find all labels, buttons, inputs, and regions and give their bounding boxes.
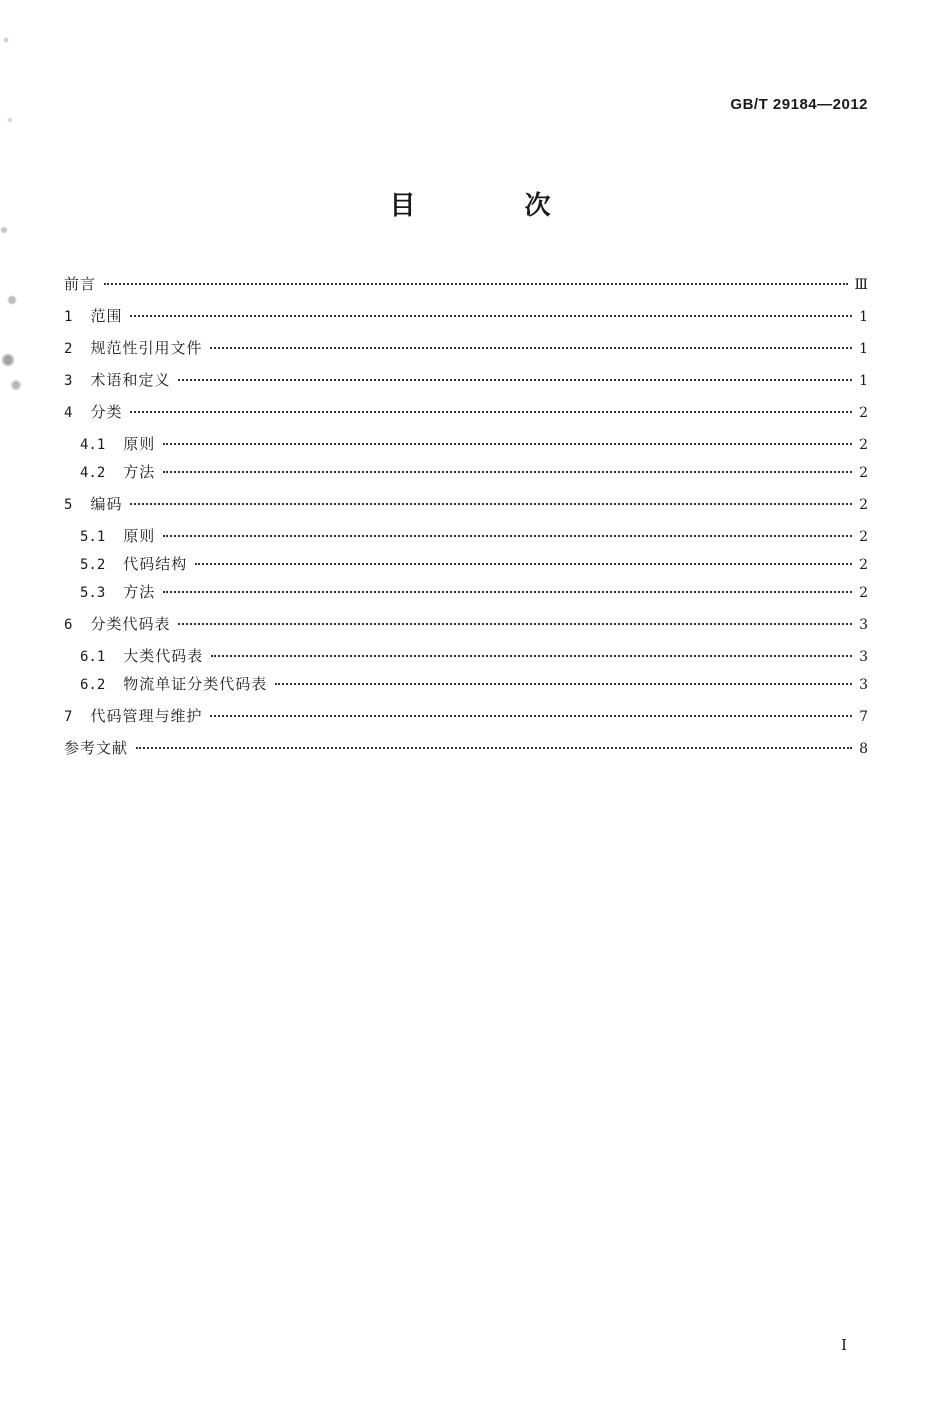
- toc-entry-page: 2: [859, 405, 868, 421]
- toc-leader-dots: [130, 502, 852, 505]
- toc-entry[interactable]: [64, 401, 868, 433]
- toc-entry-number: 6.1: [80, 649, 106, 665]
- toc-entry-number: 5.1: [80, 529, 106, 545]
- toc-entry-page: 1: [859, 341, 868, 357]
- toc-leader-dots: [130, 314, 852, 317]
- toc-entry[interactable]: [64, 581, 868, 609]
- toc-entry-label: 代码管理与维护: [90, 707, 203, 725]
- toc-leader-dots: [136, 746, 852, 749]
- toc-entry-label: 原则: [123, 435, 156, 453]
- toc-entry-label: 范围: [90, 307, 123, 325]
- toc-entry[interactable]: [64, 673, 868, 701]
- page-number: I: [841, 1336, 847, 1354]
- toc-entry-page: 2: [859, 437, 868, 453]
- toc-entry-page: 2: [859, 557, 868, 573]
- toc-leader-dots: [211, 654, 852, 657]
- toc-entry-page: 1: [859, 373, 868, 389]
- toc-leader-dots: [210, 714, 852, 717]
- toc-entry[interactable]: [64, 553, 868, 581]
- toc-leader-dots: [178, 378, 852, 381]
- toc-entry-label: 代码结构: [123, 555, 188, 573]
- toc-entry-label: 分类代码表: [90, 615, 171, 633]
- toc-leader-dots: [163, 534, 852, 537]
- table-of-contents: [64, 273, 868, 769]
- toc-entry-label: 规范性引用文件: [90, 339, 203, 357]
- toc-entry-number: 6: [64, 617, 73, 633]
- toc-entry-number: 5.3: [80, 585, 106, 601]
- toc-entry[interactable]: [64, 705, 868, 737]
- standard-number: GB/T 29184—2012: [730, 96, 868, 113]
- toc-entry-number: 5: [64, 497, 73, 513]
- toc-leader-dots: [178, 622, 852, 625]
- toc-entry-number: 4: [64, 405, 73, 421]
- toc-leader-dots: [163, 470, 852, 473]
- toc-entry-page: 2: [859, 585, 868, 601]
- toc-entry-page: Ⅲ: [854, 277, 868, 293]
- toc-entry[interactable]: [64, 645, 868, 673]
- toc-entry-number: 5.2: [80, 557, 106, 573]
- toc-entry-label: 大类代码表: [123, 647, 204, 665]
- toc-entry-page: 7: [859, 709, 868, 725]
- toc-entry-label: 前言: [64, 275, 97, 293]
- toc-entry-page: 3: [859, 617, 868, 633]
- toc-leader-dots: [275, 682, 852, 685]
- toc-entry[interactable]: [64, 433, 868, 461]
- toc-entry[interactable]: [64, 461, 868, 489]
- toc-entry-page: 1: [859, 309, 868, 325]
- toc-leader-dots: [210, 346, 852, 349]
- toc-entry-label: 原则: [123, 527, 156, 545]
- toc-entry[interactable]: [64, 613, 868, 645]
- toc-entry-label: 术语和定义: [90, 371, 171, 389]
- page-title: 目 次: [389, 191, 601, 221]
- toc-entry[interactable]: [64, 737, 868, 769]
- toc-entry-label: 编码: [90, 495, 123, 513]
- toc-entry-number: 1: [64, 309, 73, 325]
- toc-entry[interactable]: [64, 525, 868, 553]
- toc-entry-number: 4.2: [80, 465, 106, 481]
- toc-entry-page: 8: [859, 741, 868, 757]
- toc-entry-page: 2: [859, 529, 868, 545]
- toc-entry-label: 参考文献: [64, 739, 129, 757]
- toc-entry-label: 分类: [90, 403, 123, 421]
- toc-entry-page: 2: [859, 497, 868, 513]
- toc-entry[interactable]: [64, 273, 868, 305]
- toc-entry-number: 3: [64, 373, 73, 389]
- toc-leader-dots: [163, 442, 852, 445]
- toc-entry-number: 6.2: [80, 677, 106, 693]
- toc-entry[interactable]: [64, 369, 868, 401]
- toc-entry-label: 方法: [123, 463, 156, 481]
- toc-leader-dots: [195, 562, 852, 565]
- toc-entry-page: 3: [859, 649, 868, 665]
- toc-entry[interactable]: [64, 493, 868, 525]
- toc-leader-dots: [163, 590, 852, 593]
- toc-entry[interactable]: [64, 337, 868, 369]
- toc-entry-label: 物流单证分类代码表: [123, 675, 268, 693]
- toc-entry-page: 3: [859, 677, 868, 693]
- toc-entry-label: 方法: [123, 583, 156, 601]
- toc-entry[interactable]: [64, 305, 868, 337]
- toc-leader-dots: [130, 410, 852, 413]
- toc-entry-page: 2: [859, 465, 868, 481]
- toc-entry-number: 2: [64, 341, 73, 357]
- toc-entry-number: 4.1: [80, 437, 106, 453]
- toc-entry-number: 7: [64, 709, 73, 725]
- toc-leader-dots: [104, 282, 848, 285]
